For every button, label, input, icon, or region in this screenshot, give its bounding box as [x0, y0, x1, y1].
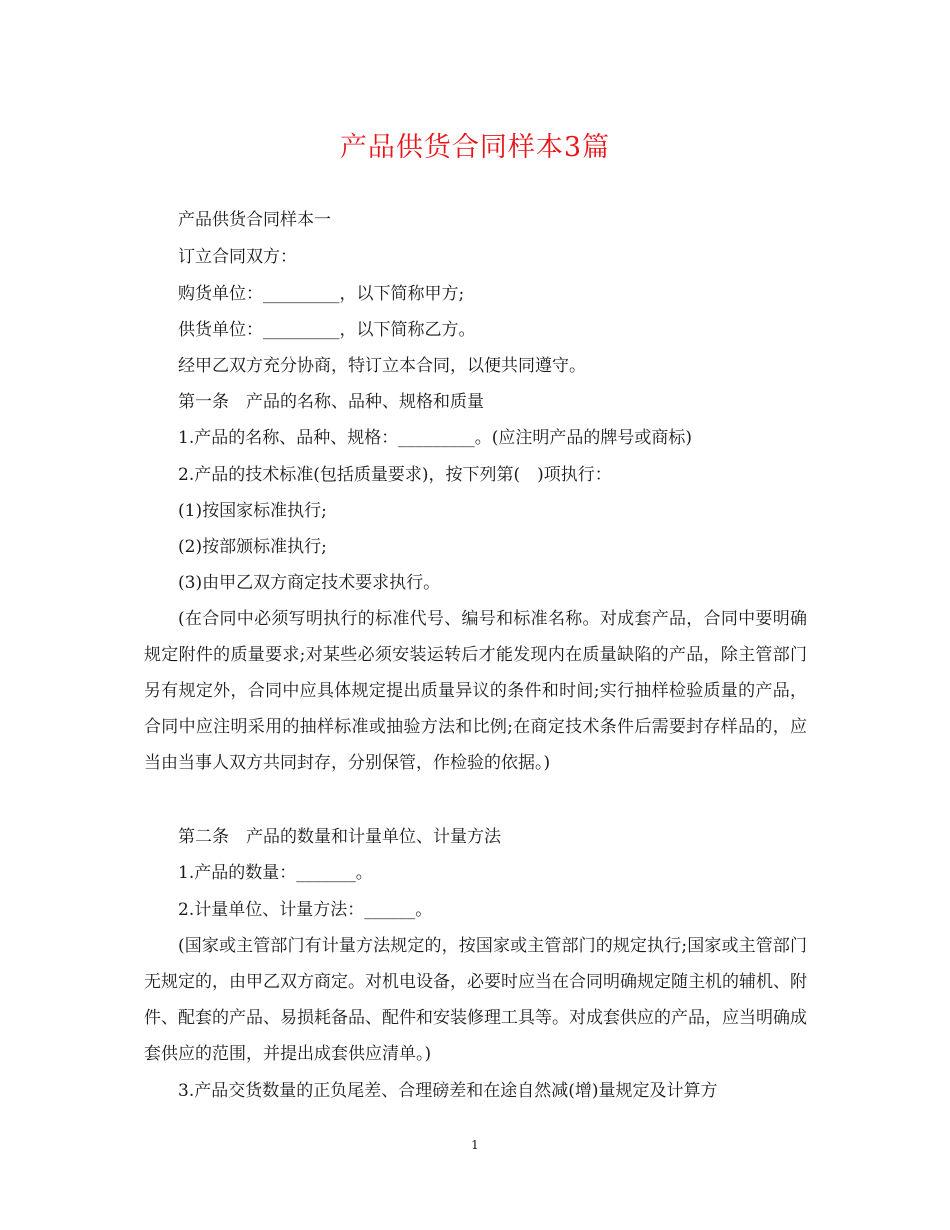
article-2-item-1: 1.产品的数量：_______。	[178, 863, 373, 883]
supplier-line: 供货单位：_________，以下简称乙方。	[178, 320, 476, 340]
agreement-line: 经甲乙双方充分协商，特订立本合同，以便共同遵守。	[178, 356, 586, 376]
buyer-line: 购货单位：_________，以下简称甲方;	[178, 284, 465, 304]
article-1-title: 第一条 产品的名称、品种、规格和质量	[178, 392, 484, 412]
contract-heading: 产品供货合同样本一	[178, 210, 331, 230]
parties-intro: 订立合同双方：	[178, 247, 297, 267]
document-title: 产品供货合同样本3篇	[339, 132, 611, 163]
article-1-item-2: 2.产品的技术标准(包括质量要求)，按下列第( )项执行：	[178, 465, 612, 485]
article-1-option-3: (3)由甲乙双方商定技术要求执行。	[178, 573, 441, 593]
page-number: 1	[471, 1138, 479, 1152]
article-2-title: 第二条 产品的数量和计量单位、计量方法	[178, 827, 501, 847]
article-1-option-2: (2)按部颁标准执行;	[178, 537, 327, 557]
article-2-item-3: 3.产品交货数量的正负尾差、合理磅差和在途自然减(增)量规定及计算方	[178, 1081, 718, 1101]
article-2-item-2: 2.计量单位、计量方法：______。	[178, 900, 433, 920]
article-1-note: (在合同中必须写明执行的标准代号、编号和标准名称。对成套产品，合同中要明确规定附件的质量要求;对某些必须安装运转后才能发现内在质量缺陷的产品，除主管部门另有规定外，合同中应具体规定提出质量异议的条件和时间;实行抽样检验质量的产品，合同中应注明采用的抽样标准或抽验方法和比例;在商定技术条件后需要封存样品的，应当由当事人双方共同封存，分别保管，作检验的依据。)	[144, 609, 807, 773]
article-1-option-1: (1)按国家标准执行;	[178, 501, 327, 521]
article-1-item-1: 1.产品的名称、品种、规格：_________。(应注明产品的牌号或商标)	[178, 428, 692, 448]
article-2-note: (国家或主管部门有计量方法规定的，按国家或主管部门的规定执行;国家或主管部门无规定的，由甲乙双方商定。对机电设备，必要时应当在合同明确规定随主机的辅机、附件、配套的产品、易损耗备品、配件和安装修理工具等。对成套供应的产品，应当明确成套供应的范围，并提出成套供应清单。)	[144, 936, 807, 1064]
